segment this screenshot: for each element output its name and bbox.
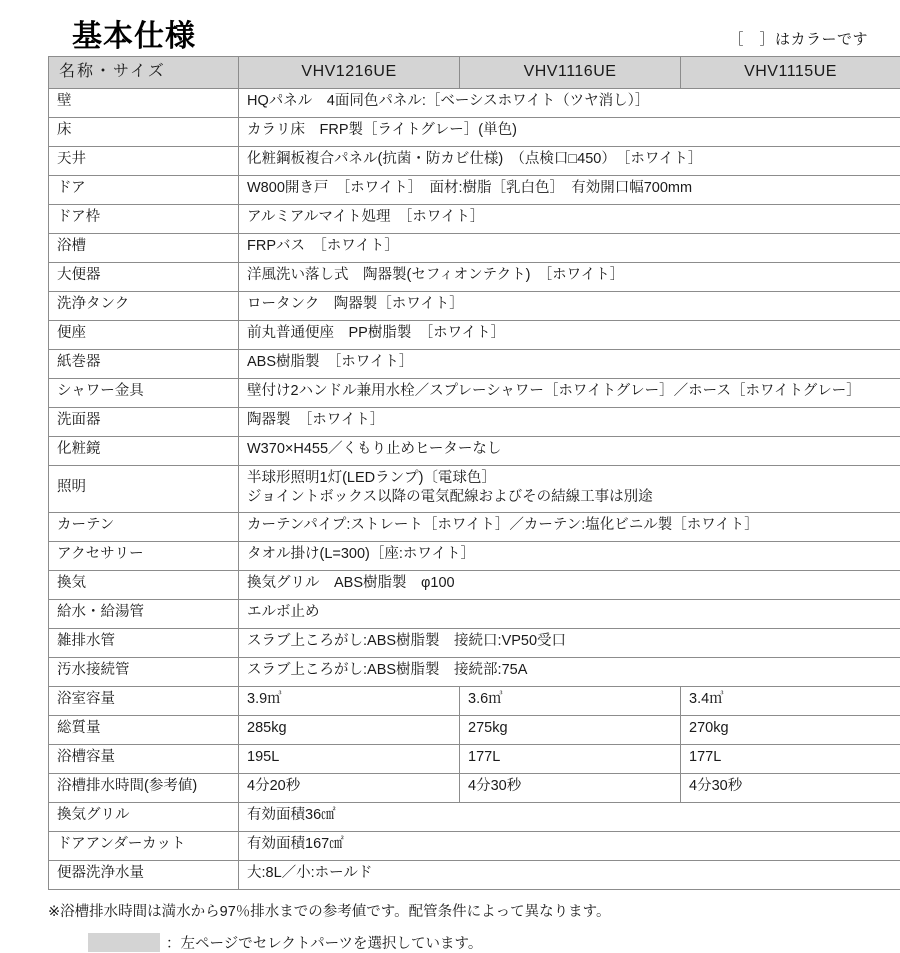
column-header-model-3: VHV1115UE: [681, 57, 900, 89]
row-value-model-3: 4分30秒: [681, 773, 900, 802]
row-value-model-2: 4分30秒: [460, 773, 681, 802]
row-value: タオル掛け(L=300)［座:ホワイト］: [239, 541, 900, 570]
table-row: [49, 175, 900, 204]
row-value: スラブ上ころがし:ABS樹脂製 接続部:75A: [239, 657, 900, 686]
table-row: [49, 570, 900, 599]
table-row: [49, 349, 900, 378]
row-label: ドア: [49, 175, 239, 204]
row-label: ドアアンダーカット: [49, 831, 239, 860]
footnote-select-parts-row: [48, 932, 876, 953]
row-label: 床: [49, 117, 239, 146]
row-label: 給水・給湯管: [49, 599, 239, 628]
column-header-name-size: 名称・サイズ: [49, 57, 239, 89]
row-label: 便座: [49, 320, 239, 349]
table-row: [49, 744, 900, 773]
table-row: [49, 320, 900, 349]
row-value: W800開き戸 ［ホワイト］ 面材:樹脂［乳白色］ 有効開口幅700mm: [239, 175, 900, 204]
column-header-model-1: VHV1216UE: [239, 57, 460, 89]
row-label: 大便器: [49, 262, 239, 291]
row-label: カーテン: [49, 512, 239, 541]
table-row: [49, 512, 900, 541]
row-value: 陶器製 ［ホワイト］: [239, 407, 900, 436]
row-label: 天井: [49, 146, 239, 175]
row-label: 浴槽: [49, 233, 239, 262]
row-value-model-1: 195L: [239, 744, 460, 773]
row-label: 総質量: [49, 715, 239, 744]
table-row: [49, 233, 900, 262]
row-value: 洋風洗い落し式 陶器製(セフィオンテクト) ［ホワイト］: [239, 262, 900, 291]
row-value: エルボ止め: [239, 599, 900, 628]
table-row: [49, 628, 900, 657]
table-row: [49, 802, 900, 831]
row-value: ロータンク 陶器製［ホワイト］: [239, 291, 900, 320]
table-row: [49, 686, 900, 715]
row-label: 壁: [49, 88, 239, 117]
table-row: [49, 407, 900, 436]
table-row: [49, 860, 900, 889]
row-value: 化粧鋼板複合パネル(抗菌・防カビ仕様) （点検口□450） ［ホワイト］: [239, 146, 900, 175]
row-value-model-1: 4分20秒: [239, 773, 460, 802]
row-label: ドア枠: [49, 204, 239, 233]
footnotes: [48, 900, 876, 953]
table-row: [49, 378, 900, 407]
row-value: カーテンパイプ:ストレート［ホワイト］／カーテン:塩化ビニル製［ホワイト］: [239, 512, 900, 541]
row-label: 換気: [49, 570, 239, 599]
row-label: 浴槽排水時間(参考値): [49, 773, 239, 802]
table-row: [49, 657, 900, 686]
table-row: [49, 204, 900, 233]
table-row: [49, 715, 900, 744]
row-value: [239, 465, 900, 512]
row-value-model-2: 275kg: [460, 715, 681, 744]
row-value: 大:8L／小:ホールド: [239, 860, 900, 889]
row-label: 浴槽容量: [49, 744, 239, 773]
row-value: 前丸普通便座 PP樹脂製 ［ホワイト］: [239, 320, 900, 349]
row-label: 紙巻器: [49, 349, 239, 378]
row-label: 照明: [49, 465, 239, 512]
row-label: 洗浄タンク: [49, 291, 239, 320]
table-row: [49, 117, 900, 146]
row-value: W370×H455／くもり止めヒーターなし: [239, 436, 900, 465]
table-header-row: [49, 57, 900, 89]
table-row: [49, 262, 900, 291]
color-legend-note: ［ ］はカラーです: [728, 28, 868, 56]
row-value-model-1: 3.9㎥: [239, 686, 460, 715]
row-value: 有効面積167㎠: [239, 831, 900, 860]
column-header-model-2: VHV1116UE: [460, 57, 681, 89]
row-value: 換気グリル ABS樹脂製 φ100: [239, 570, 900, 599]
table-row: [49, 599, 900, 628]
row-value: スラブ上ころがし:ABS樹脂製 接続口:VP50受口: [239, 628, 900, 657]
page-title: 基本仕様: [72, 22, 196, 56]
row-value: HQパネル 4面同色パネル:［ベーシスホワイト（ツヤ消し）］: [239, 88, 900, 117]
row-value-line: 半球形照明1灯(LEDランプ)〔電球色］: [247, 469, 894, 489]
shaded-swatch: [88, 933, 160, 952]
row-value: ABS樹脂製 ［ホワイト］: [239, 349, 900, 378]
row-value: 壁付け2ハンドル兼用水栓／スプレーシャワー［ホワイトグレー］／ホース［ホワイトグレー］: [239, 378, 900, 407]
footnote-drain-time: ※浴槽排水時間は満水から97％排水までの参考値です。配管条件によって異なります。: [48, 900, 876, 921]
row-value-model-2: 177L: [460, 744, 681, 773]
table-row: [49, 773, 900, 802]
row-value: FRPバス ［ホワイト］: [239, 233, 900, 262]
row-value-model-2: 3.6㎥: [460, 686, 681, 715]
row-label: 化粧鏡: [49, 436, 239, 465]
row-label: シャワー金具: [49, 378, 239, 407]
row-value-model-1: 285kg: [239, 715, 460, 744]
table-row: [49, 465, 900, 512]
row-label: アクセサリー: [49, 541, 239, 570]
row-value: カラリ床 FRP製［ライトグレー］(単色): [239, 117, 900, 146]
specification-table: [48, 56, 900, 890]
page-header: [24, 10, 876, 56]
table-row: [49, 88, 900, 117]
table-row: [49, 146, 900, 175]
row-label: 便器洗浄水量: [49, 860, 239, 889]
table-row: [49, 541, 900, 570]
row-label: 浴室容量: [49, 686, 239, 715]
row-value-line: ジョイントボックス以降の電気配線およびその結線工事は別途: [247, 488, 894, 508]
row-label: 雑排水管: [49, 628, 239, 657]
table-row: [49, 436, 900, 465]
row-value: 有効面積36㎠: [239, 802, 900, 831]
row-label: 汚水接続管: [49, 657, 239, 686]
table-row: [49, 831, 900, 860]
footnote-select-parts: ：左ページでセレクトパーツを選択しています。: [166, 932, 482, 953]
row-label: 換気グリル: [49, 802, 239, 831]
row-label: 洗面器: [49, 407, 239, 436]
row-value-model-3: 177L: [681, 744, 900, 773]
table-row: [49, 291, 900, 320]
row-value: アルミアルマイト処理 ［ホワイト］: [239, 204, 900, 233]
row-value-model-3: 3.4㎥: [681, 686, 900, 715]
row-value-model-3: 270kg: [681, 715, 900, 744]
